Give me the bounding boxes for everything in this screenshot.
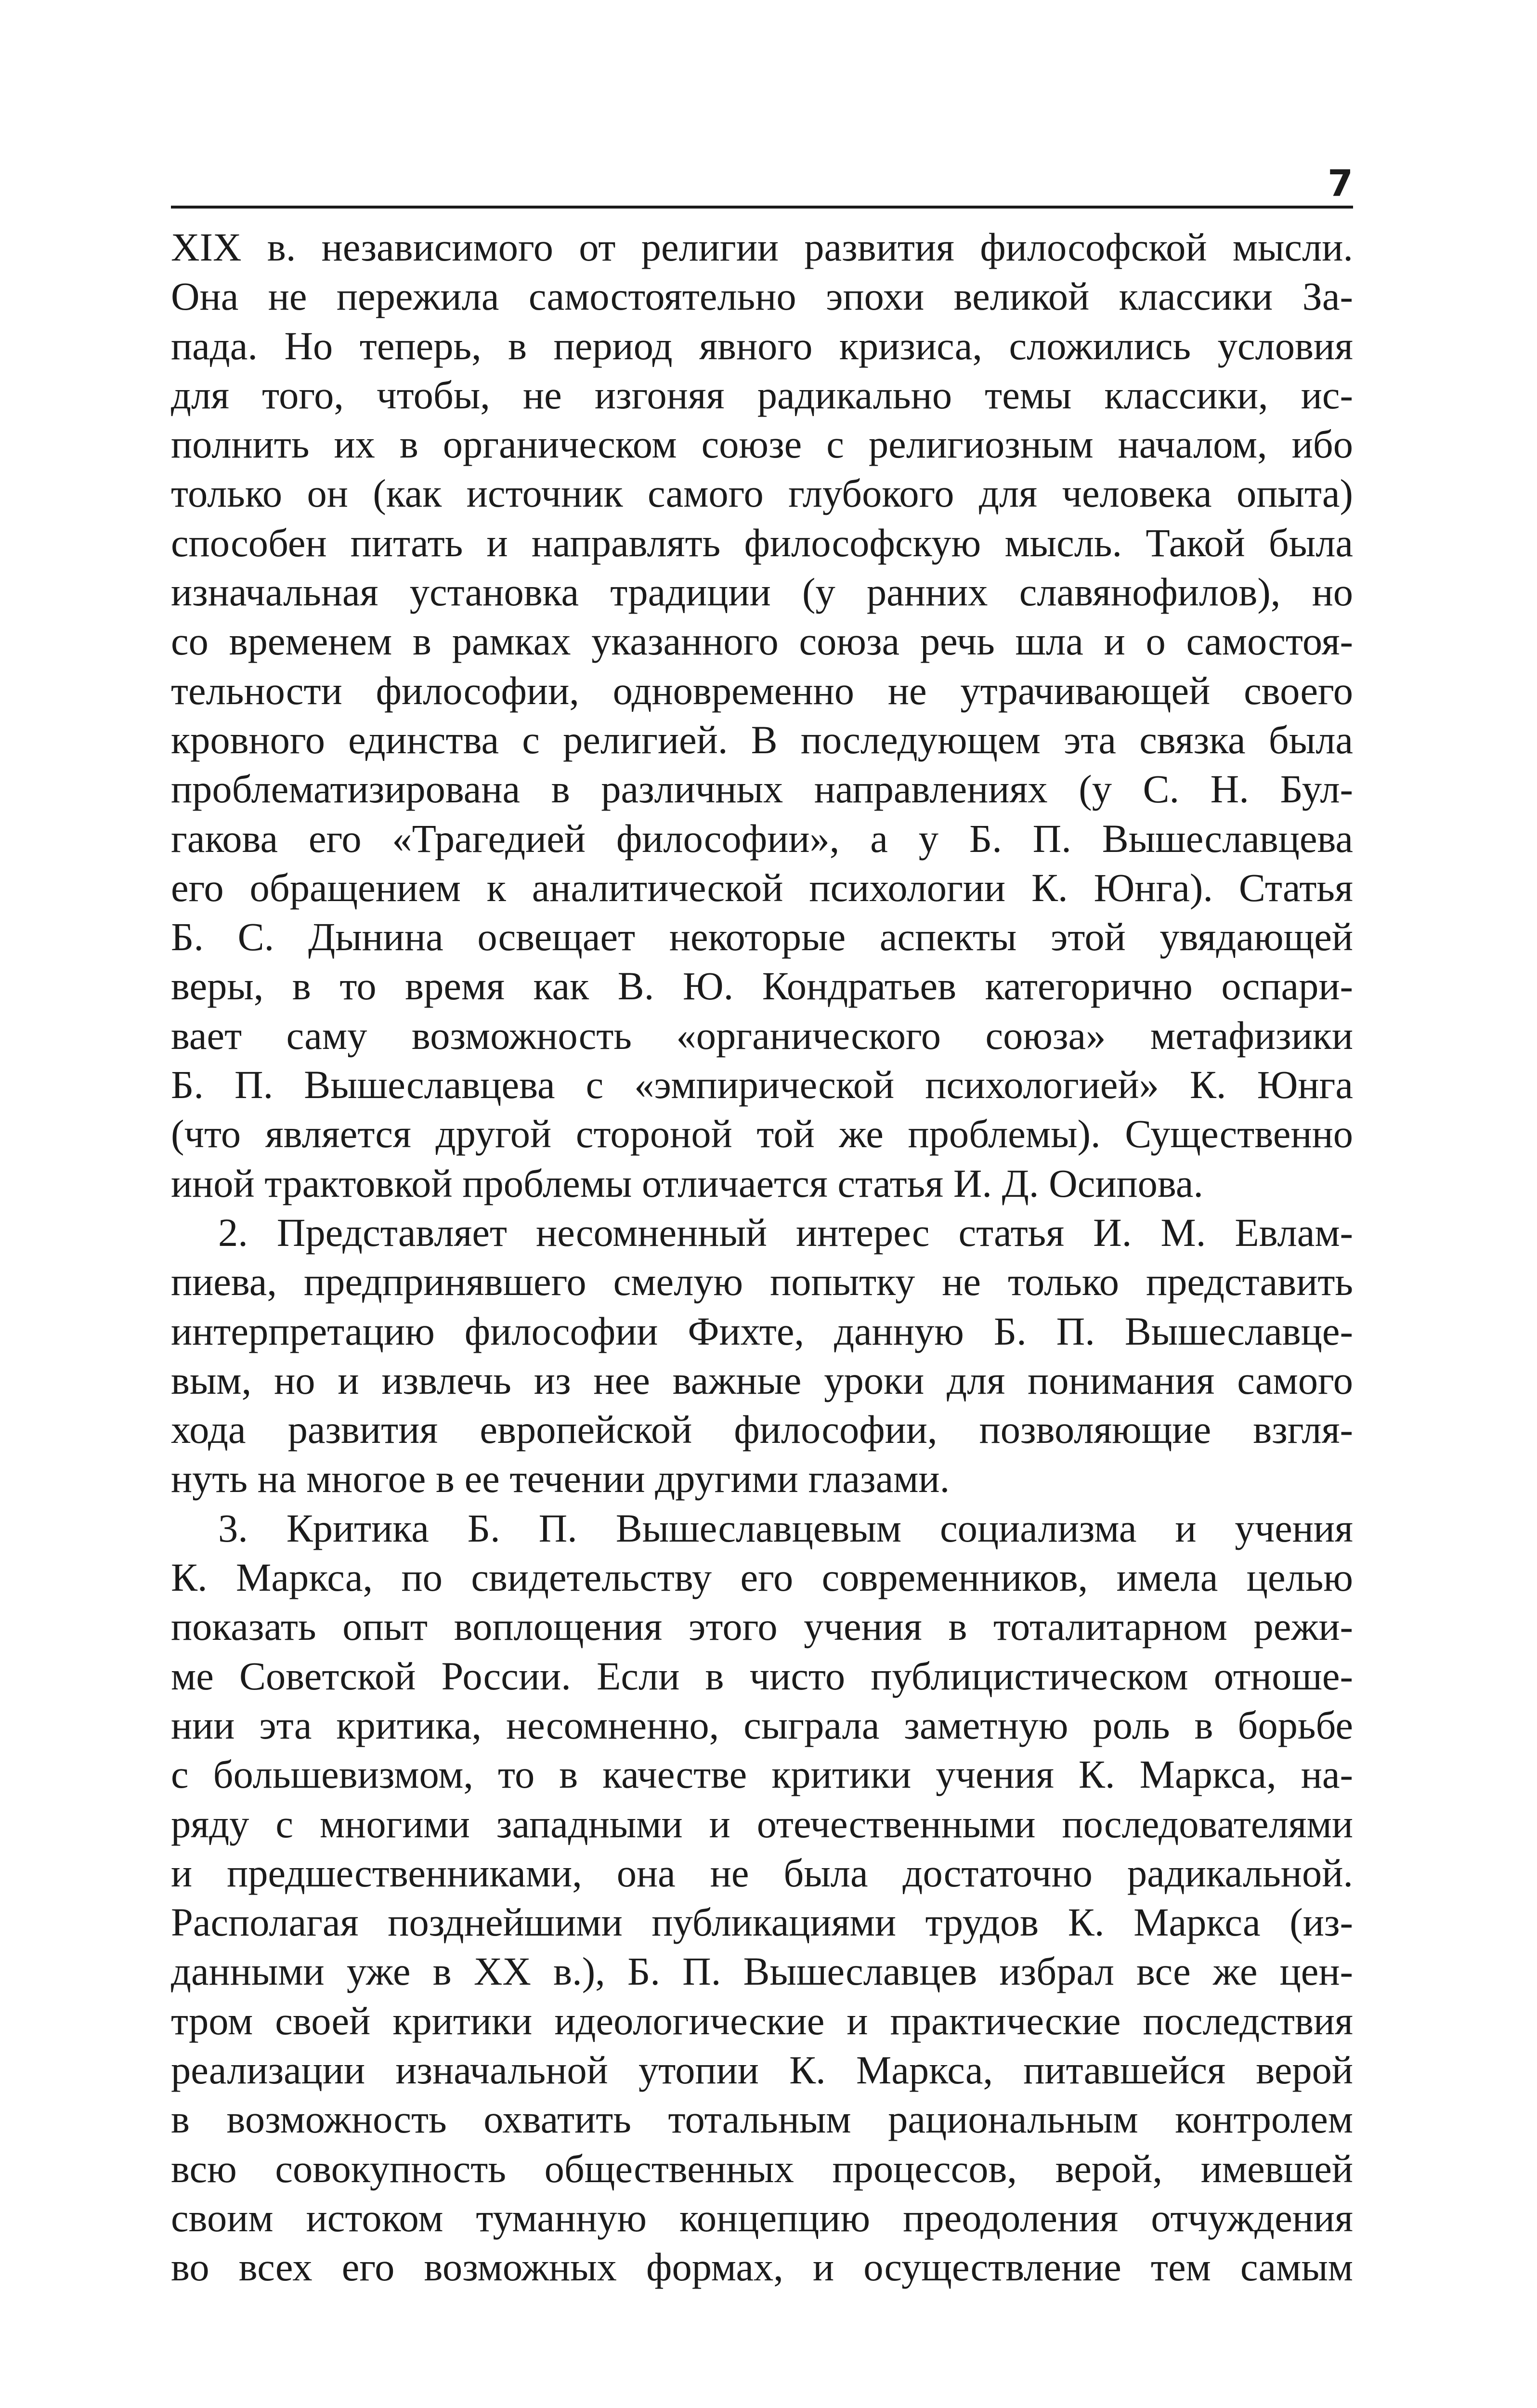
text-line: Располагая позднейшими публикациями трудов К. Маркса (из- (171, 1900, 1353, 1945)
text-line: хода развития европейской философии, позволяющие взгля- (171, 1407, 1353, 1452)
text-line: 2. Представляет несомненный интерес статья И. М. Евлам- (218, 1210, 1353, 1255)
text-line: данными уже в XX в.), Б. П. Вышеславцев избрал все же цен- (171, 1949, 1353, 1994)
text-line: (что является другой стороной той же проблемы). Существенно (171, 1112, 1353, 1156)
text-line: тром своей критики идеологические и практические последствия (171, 1998, 1353, 2043)
text-line: нуть на многое в ее течении другими глазами. (171, 1456, 950, 1501)
body-text (171, 222, 1353, 2291)
text-line: способен питать и направлять философскую мысль. Такой была (171, 520, 1353, 565)
text-line: своим истоком туманную концепцию преодоления отчуждения (171, 2195, 1353, 2240)
text-line: кровного единства с религией. В последующем эта связка была (171, 717, 1353, 762)
text-line: в возможность охватить тотальным рациональным контролем (171, 2097, 1353, 2142)
page-header (171, 152, 1353, 209)
page-number: 7 (1328, 162, 1353, 205)
text-line: нии эта критика, несомненно, сыграла заметную роль в борьбе (171, 1702, 1353, 1747)
text-line: Б. С. Дынина освещает некоторые аспекты этой увядающей (171, 915, 1353, 959)
text-line: иной трактовкой проблемы отличается статья И. Д. Осипова. (171, 1161, 1204, 1205)
text-line: для того, чтобы, не изгоняя радикально темы классики, ис- (171, 372, 1353, 417)
text-line: XIX в. независимого от религии развития философской мысли. (171, 225, 1353, 269)
text-line: проблематизирована в различных направлениях (у С. Н. Бул- (171, 767, 1353, 811)
text-line: тельности философии, одновременно не утрачивающей своего (171, 668, 1353, 713)
text-line: пиева, предпринявшего смелую попытку не только представить (171, 1259, 1353, 1304)
text-line: его обращением к аналитической психологии К. Юнга). Статья (171, 865, 1353, 910)
text-line: изначальная установка традиции (у ранних славянофилов), но (171, 570, 1353, 615)
text-line: с большевизмом, то в качестве критики учения К. Маркса, на- (171, 1752, 1353, 1797)
text-line: со временем в рамках указанного союза речь шла и о самостоя- (171, 619, 1353, 664)
text-line: во всех его возможных формах, и осуществление тем самым (171, 2245, 1353, 2290)
text-line: интерпретацию философии Фихте, данную Б. П. Вышеславце- (171, 1309, 1353, 1353)
text-line: пада. Но теперь, в период явного кризиса, сложились условия (171, 323, 1353, 368)
text-line: Б. П. Вышеславцева с «эмпирической психологией» К. Юнга (171, 1062, 1353, 1107)
text-line: ряду с многими западными и отечественными последователями (171, 1801, 1353, 1846)
text-line: всю совокупность общественных процессов, верой, имевшей (171, 2146, 1353, 2191)
text-line: полнить их в органическом союзе с религиозным началом, ибо (171, 422, 1353, 467)
text-line: вым, но и извлечь из нее важные уроки для понимания самого (171, 1358, 1353, 1402)
text-line: и предшественниками, она не была достаточно радикальной. (171, 1850, 1353, 1895)
text-line: ме Советской России. Если в чисто публицистическом отноше- (171, 1653, 1353, 1698)
text-line: реализации изначальной утопии К. Маркса, питавшейся верой (171, 2047, 1353, 2092)
text-line: гакова его «Трагедией философии», а у Б. П. Вышеславцева (171, 816, 1353, 861)
text-line: Она не пережила самостоятельно эпохи великой классики За- (171, 274, 1353, 319)
text-line: веры, в то время как В. Ю. Кондратьев категорично оспари- (171, 964, 1353, 1008)
text-line: вает саму возможность «органического союза» метафизики (171, 1013, 1353, 1058)
text-line: только он (как источник самого глубокого для человека опыта) (171, 471, 1353, 516)
text-line: 3. Критика Б. П. Вышеславцевым социализма и учения (218, 1505, 1353, 1550)
text-line: К. Маркса, по свидетельству его современников, имела целью (171, 1555, 1353, 1600)
text-line: показать опыт воплощения этого учения в тоталитарном режи- (171, 1604, 1353, 1649)
